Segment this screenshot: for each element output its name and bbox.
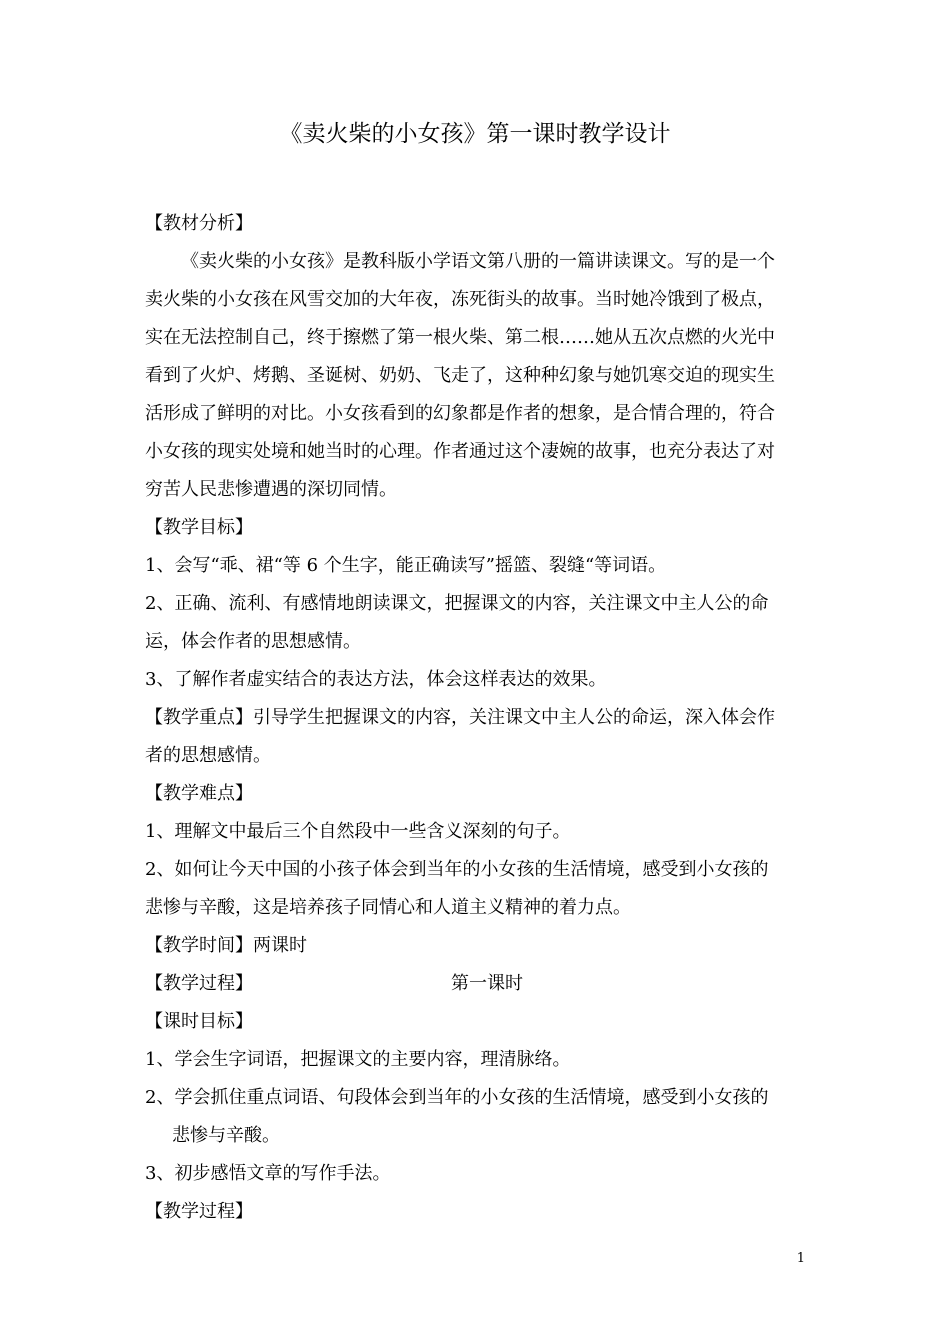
section-heading-process: 【教学过程】: [145, 973, 253, 994]
page-number: 1: [796, 1251, 805, 1266]
teaching-time-value: 两课时: [253, 935, 307, 956]
key-points-text: 引导学生把握课文的内容，关注课文中主人公的命运，深入体会作: [253, 707, 775, 728]
lesson-goal-item: 3、初步感悟文章的写作手法。: [145, 1163, 391, 1184]
section-heading-difficulties: 【教学难点】: [145, 783, 253, 804]
section-heading-key-points: 【教学重点】: [145, 707, 253, 728]
analysis-paragraph-line: 看到了火炉、烤鹅、圣诞树、奶奶、飞走了，这种种幻象与她饥寒交迫的现实生: [145, 365, 775, 386]
lesson-label: 第一课时: [451, 973, 523, 994]
key-points-continuation: 者的思想感情。: [145, 745, 271, 766]
analysis-paragraph-line: 卖火柴的小女孩在风雪交加的大年夜，冻死街头的故事。当时她冷饿到了极点，: [145, 289, 775, 310]
section-heading-lesson-goals: 【课时目标】: [145, 1011, 253, 1032]
section-heading-analysis: 【教材分析】: [145, 213, 253, 234]
goal-item-continuation: 运，体会作者的思想感情。: [145, 631, 361, 652]
analysis-paragraph-line: 小女孩的现实处境和她当时的心理。作者通过这个凄婉的故事，也充分表达了对: [145, 441, 775, 462]
goal-item: 3、了解作者虚实结合的表达方法，体会这样表达的效果。: [145, 669, 607, 690]
process-line: [145, 965, 811, 1003]
difficulty-item: 1、理解文中最后三个自然段中一些含义深刻的句子。: [145, 821, 571, 842]
lesson-goal-item: 1、学会生字词语，把握课文的主要内容，理清脉络。: [145, 1049, 571, 1070]
section-heading-time: 【教学时间】: [145, 935, 253, 956]
section-heading-goals: 【教学目标】: [145, 517, 253, 538]
analysis-paragraph-line: 实在无法控制自己，终于擦燃了第一根火柴、第二根……她从五次点燃的火光中: [145, 327, 775, 348]
analysis-paragraph-line: 活形成了鲜明的对比。小女孩看到的幻象都是作者的想象，是合情合理的，符合: [145, 403, 775, 424]
teaching-time-line: [145, 927, 811, 965]
lesson-goal-item: 2、学会抓住重点词语、句段体会到当年的小女孩的生活情境，感受到小女孩的: [145, 1087, 769, 1108]
difficulty-item: 2、如何让今天中国的小孩子体会到当年的小女孩的生活情境，感受到小女孩的: [145, 859, 769, 880]
goal-item: 2、正确、流利、有感情地朗读课文，把握课文的内容，关注课文中主人公的命: [145, 593, 769, 614]
difficulty-item-continuation: 悲惨与辛酸，这是培养孩子同情心和人道主义精神的着力点。: [145, 897, 631, 918]
key-points-line: [145, 699, 811, 737]
section-heading-process-2: 【教学过程】: [145, 1201, 253, 1222]
document-title: 《卖火柴的小女孩》第一课时教学设计: [279, 121, 671, 147]
analysis-paragraph-line: 穷苦人民悲惨遭遇的深切同情。: [145, 479, 397, 500]
analysis-paragraph-line: 《卖火柴的小女孩》是教科版小学语文第八册的一篇讲读课文。写的是一个: [181, 251, 775, 272]
lesson-goal-item-continuation: 悲惨与辛酸。: [172, 1125, 280, 1146]
goal-item: 1、会写“乖、裙“等 6 个生字，能正确读写”摇篮、裂缝“等词语。: [145, 555, 667, 576]
document-body: [145, 205, 811, 1231]
